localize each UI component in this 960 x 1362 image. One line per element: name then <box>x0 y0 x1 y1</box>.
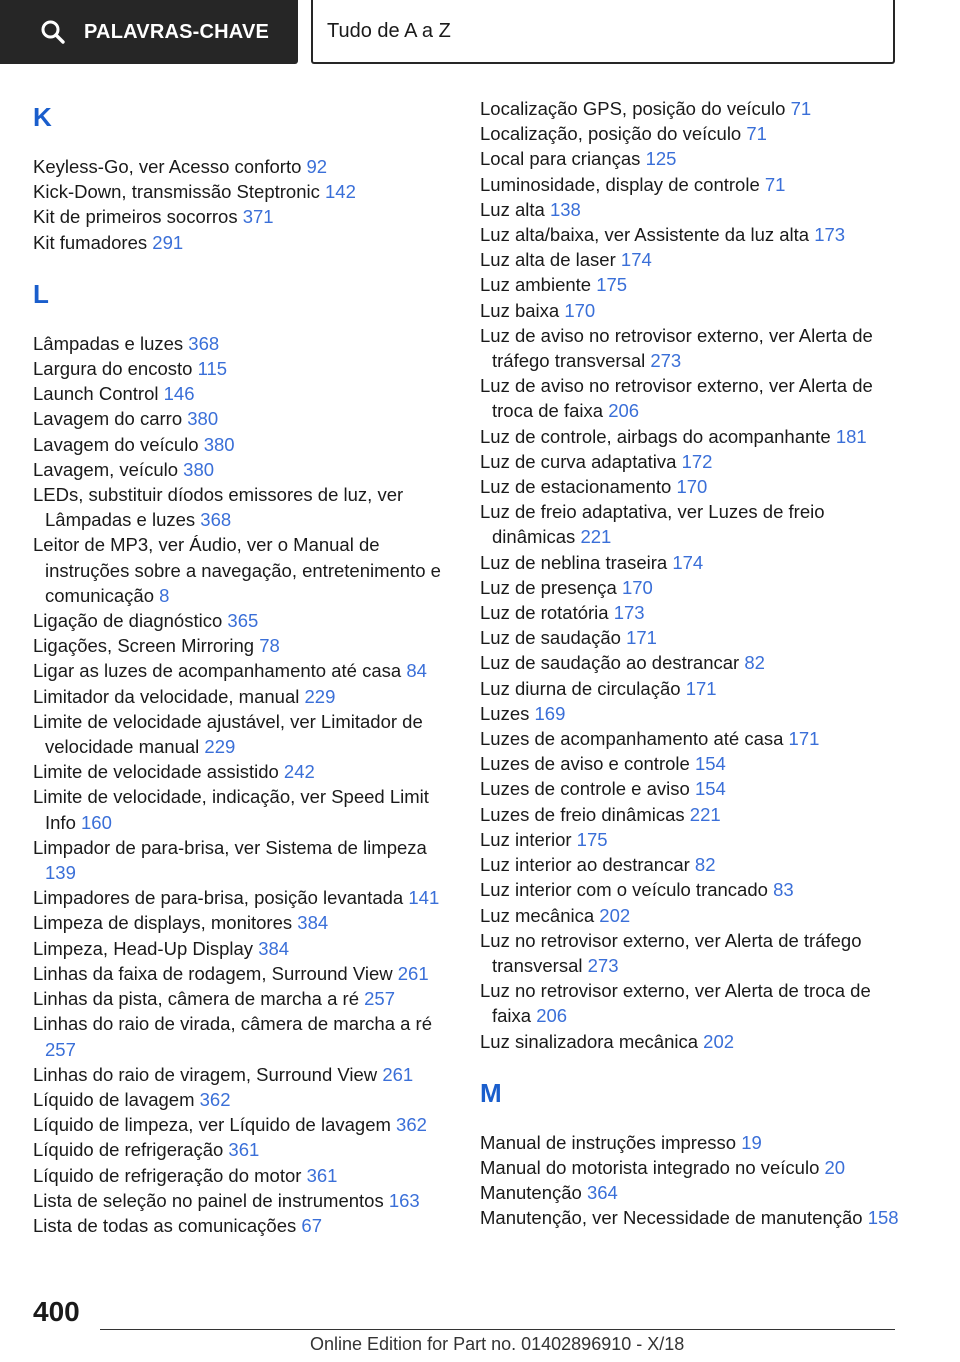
entry-text: Luzes <box>480 702 530 724</box>
page-reference-link[interactable]: 171 <box>788 728 820 750</box>
index-entry <box>33 936 453 961</box>
index-entry <box>480 323 900 373</box>
page-reference-link[interactable]: 171 <box>685 677 717 699</box>
index-entry <box>480 575 900 600</box>
page-reference-link[interactable]: 84 <box>406 660 427 682</box>
index-letter-heading: K <box>33 102 52 132</box>
page-reference-link[interactable]: 141 <box>408 887 440 909</box>
page-reference-link[interactable]: 82 <box>694 854 716 876</box>
page-reference-link[interactable]: 138 <box>549 198 581 220</box>
page-reference-link[interactable]: 125 <box>645 148 677 170</box>
entry-text: Leitor de MP3, ver Áudio, ver o Manual de instruções sobre a navegação, entretenimento e comunicação <box>33 534 441 606</box>
index-entry <box>33 1137 453 1162</box>
entry-text: Luzes de aviso e controle <box>480 753 690 775</box>
page-reference-link[interactable]: 173 <box>814 224 846 246</box>
page-reference-link[interactable]: 175 <box>596 274 628 296</box>
page-reference-link[interactable]: 142 <box>325 181 356 203</box>
entry-text: Lavagem, veículo <box>33 458 179 480</box>
index-entry <box>480 424 900 449</box>
page-reference-link[interactable]: 67 <box>301 1214 322 1236</box>
page-reference-link[interactable]: 221 <box>580 526 612 548</box>
keywords-tab[interactable] <box>0 0 298 64</box>
page-reference-link[interactable]: 139 <box>45 862 76 884</box>
page-reference-link[interactable]: 364 <box>586 1182 618 1204</box>
page-reference-link[interactable]: 257 <box>364 988 395 1010</box>
entry-text: Linhas do raio de virada, câmera de marcha a ré <box>33 1013 432 1035</box>
index-entry <box>33 154 453 179</box>
section-title: Tudo de A a Z <box>327 19 451 42</box>
entry-text: LEDs, substituir díodos emissores de luz, ver Lâmpadas e luzes <box>33 484 404 531</box>
entry-text: Luz no retrovisor externo, ver Alerta de tráfego transversal <box>480 929 862 976</box>
index-entry <box>480 600 900 625</box>
entry-text: Localização GPS, posição do veículo <box>480 98 786 119</box>
entry-text: Luminosidade, display de controle <box>480 173 760 195</box>
entry-text: Luz de rotatória <box>480 602 609 624</box>
entry-text: Líquido de lavagem <box>33 1088 195 1110</box>
index-entry <box>480 146 900 171</box>
page-reference-link[interactable]: 175 <box>576 828 608 850</box>
index-entry <box>480 197 900 222</box>
index-entry <box>480 1180 900 1205</box>
page-reference-link[interactable]: 174 <box>672 551 704 573</box>
index-entry <box>33 204 453 229</box>
index-entry <box>33 432 453 457</box>
entry-text: Limpador de para-brisa, ver Sistema de limpeza <box>33 836 427 858</box>
page-reference-link[interactable]: 206 <box>536 1005 568 1027</box>
index-entry <box>480 474 900 499</box>
index-entry <box>33 684 453 709</box>
page-reference-link[interactable]: 221 <box>689 803 721 825</box>
page-reference-link[interactable]: 229 <box>204 736 236 758</box>
index-entry <box>33 179 453 204</box>
page-reference-link[interactable]: 371 <box>242 206 274 228</box>
index-entry <box>33 482 453 532</box>
footer-edition-text: Online Edition for Part no. 01402896910 - X/18 <box>310 1334 685 1354</box>
page-reference-link[interactable]: 173 <box>613 602 645 624</box>
entry-text: Largura do encosto <box>33 358 193 380</box>
index-column-left <box>33 96 453 1238</box>
page-reference-link[interactable]: 368 <box>188 332 220 354</box>
index-letter-heading: L <box>33 278 49 309</box>
page-reference-link[interactable]: 83 <box>773 879 794 901</box>
page-reference-link[interactable]: 170 <box>564 299 596 321</box>
page-reference-link[interactable]: 71 <box>790 98 812 119</box>
entry-text: Luzes de controle e aviso <box>480 778 690 800</box>
entry-text: Limpeza de displays, monitores <box>33 912 293 934</box>
entry-text: Luz alta de laser <box>480 249 616 271</box>
index-entry <box>33 1011 453 1061</box>
entry-text: Líquido de limpeza, ver Líquido de lavagem <box>33 1114 391 1136</box>
index-entry <box>33 1163 453 1188</box>
page-reference-link[interactable]: 368 <box>200 509 232 531</box>
index-entry <box>33 532 453 608</box>
index-entry <box>33 658 453 683</box>
index-entry <box>33 759 453 784</box>
entry-text: Limite de velocidade ajustável, ver Limitador de velocidade manual <box>33 710 423 758</box>
entry-text: Luz diurna de circulação <box>480 677 681 699</box>
index-entry <box>33 1213 453 1238</box>
index-entry <box>480 903 900 928</box>
entry-text: Ligar as luzes de acompanhamento até casa <box>33 660 402 682</box>
index-entry <box>480 121 900 146</box>
page-reference-link[interactable]: 362 <box>396 1114 427 1136</box>
page-reference-link[interactable]: 291 <box>152 231 184 253</box>
entry-text: Limite de velocidade, indicação, ver Speed Limit Info <box>33 786 429 833</box>
index-entry <box>33 1188 453 1213</box>
index-entry <box>480 247 900 272</box>
page-reference-link[interactable]: 229 <box>304 685 336 707</box>
page-reference-link[interactable]: 384 <box>258 937 290 959</box>
page-reference-link[interactable]: 19 <box>741 1131 762 1153</box>
index-entry <box>33 910 453 935</box>
index-entry <box>480 827 900 852</box>
index-entry <box>33 835 453 885</box>
index-entry <box>33 885 453 910</box>
index-entry <box>480 751 900 776</box>
page-reference-link[interactable]: 160 <box>81 811 112 833</box>
entry-text: Luz de controle, airbags do acompanhante <box>480 425 831 447</box>
page-reference-link[interactable]: 380 <box>203 433 235 455</box>
page-reference-link[interactable]: 361 <box>306 1164 338 1186</box>
index-entry <box>33 356 453 381</box>
entry-text: Kit fumadores <box>33 231 148 253</box>
entry-text: Limpeza, Head-Up Display <box>33 937 254 959</box>
entry-text: Luz no retrovisor externo, ver Alerta de troca de faixa <box>480 980 871 1027</box>
index-entry <box>33 457 453 482</box>
page-reference-link[interactable]: 82 <box>744 652 765 674</box>
page-reference-link[interactable]: 8 <box>159 584 170 606</box>
index-entry <box>480 1205 900 1230</box>
page-reference-link[interactable]: 362 <box>199 1088 231 1110</box>
entry-text: Keyless-Go, ver Acesso conforto <box>33 156 302 177</box>
page-reference-link[interactable]: 171 <box>626 627 657 649</box>
keywords-label: PALAVRAS-CHAVE <box>84 20 270 43</box>
index-entry <box>480 650 900 675</box>
page-reference-link[interactable]: 71 <box>764 173 786 195</box>
entry-text: Lista de todas as comunicações <box>33 1214 297 1236</box>
entry-text: Manutenção <box>480 1182 582 1204</box>
index-entry <box>480 776 900 801</box>
entry-text: Manual de instruções impresso <box>480 1131 737 1153</box>
page-reference-link[interactable]: 170 <box>676 476 708 498</box>
entry-text: Manutenção, ver Necessidade de manutenção <box>480 1207 863 1229</box>
page-reference-link[interactable]: 202 <box>703 1030 735 1052</box>
page-reference-link[interactable]: 365 <box>227 610 259 632</box>
page-reference-link[interactable]: 242 <box>283 761 315 783</box>
entry-text: Lavagem do carro <box>33 408 183 430</box>
index-entry <box>33 633 453 658</box>
index-entry <box>33 1062 453 1087</box>
entry-text: Luzes de freio dinâmicas <box>480 803 685 825</box>
index-entry <box>480 802 900 827</box>
top-bar <box>0 0 960 66</box>
entry-text: Manual do motorista integrado no veículo <box>480 1156 820 1178</box>
entry-text: Luz de saudação <box>480 627 621 649</box>
entry-text: Luz de curva adaptativa <box>480 450 677 472</box>
page-reference-link[interactable]: 261 <box>397 962 429 984</box>
page-reference-link[interactable]: 181 <box>835 425 867 447</box>
entry-text: Limite de velocidade assistido <box>33 761 279 783</box>
index-entry <box>480 877 900 902</box>
entry-text: Kick-Down, transmissão Steptronic <box>33 181 320 203</box>
index-letter-heading: M <box>480 1077 502 1108</box>
index-entry <box>480 550 900 575</box>
index-entry <box>33 784 453 834</box>
entry-text: Luz alta <box>480 198 545 220</box>
entry-text: Luz de freio adaptativa, ver Luzes de freio dinâmicas <box>480 501 825 548</box>
page-reference-link[interactable]: 154 <box>694 778 726 800</box>
index-entry <box>480 726 900 751</box>
page-reference-link[interactable]: 92 <box>306 156 328 177</box>
index-entry <box>33 961 453 986</box>
entry-text: Luz mecânica <box>480 904 595 926</box>
entry-text: Luz de neblina traseira <box>480 551 668 573</box>
entry-text: Luz interior ao destrancar <box>480 854 690 876</box>
page-reference-link[interactable]: 172 <box>681 450 713 472</box>
entry-text: Lista de seleção no painel de instrumentos <box>33 1189 384 1211</box>
index-entry <box>33 230 453 255</box>
entry-text: Luz de estacionamento <box>480 476 672 498</box>
index-entry <box>33 331 453 356</box>
entry-text: Localização, posição do veículo <box>480 123 742 145</box>
entry-text: Líquido de refrigeração do motor <box>33 1164 302 1186</box>
index-entry <box>33 406 453 431</box>
index-entry <box>33 608 453 633</box>
entry-text: Luz de aviso no retrovisor externo, ver Alerta de tráfego transversal <box>480 324 873 372</box>
index-entry <box>33 1087 453 1112</box>
index-entry <box>33 709 453 759</box>
entry-text: Luz de saudação ao destrancar <box>480 652 740 674</box>
entry-text: Luz sinalizadora mecânica <box>480 1030 699 1052</box>
entry-text: Linhas da pista, câmera de marcha a ré <box>33 988 359 1010</box>
index-entry <box>33 381 453 406</box>
page-reference-link[interactable]: 78 <box>259 635 280 657</box>
page-reference-link[interactable]: 206 <box>608 400 640 422</box>
entry-text: Linhas do raio de viragem, Surround View <box>33 1063 378 1085</box>
entry-text: Ligações, Screen Mirroring <box>33 635 255 657</box>
index-entry <box>480 499 900 549</box>
index-entry <box>480 96 900 121</box>
index-entry <box>480 1155 900 1180</box>
page-reference-link[interactable]: 20 <box>824 1156 846 1178</box>
index-entry <box>480 373 900 423</box>
index-entry <box>33 986 453 1011</box>
index-entry <box>480 928 900 978</box>
search-icon <box>40 19 66 45</box>
entry-text: Launch Control <box>33 383 159 405</box>
entry-text: Luz de aviso no retrovisor externo, ver Alerta de troca de faixa <box>480 375 873 422</box>
entry-text: Luz alta/baixa, ver Assistente da luz alta <box>480 224 810 246</box>
index-column-right <box>480 96 900 1231</box>
index-entry <box>480 298 900 323</box>
index-entry <box>480 222 900 247</box>
index-entry <box>480 676 900 701</box>
page-reference-link[interactable]: 71 <box>746 123 767 145</box>
entry-text: Lavagem do veículo <box>33 433 199 455</box>
page-reference-link[interactable]: 154 <box>694 753 726 775</box>
entry-text: Lâmpadas e luzes <box>33 332 184 354</box>
page-reference-link[interactable]: 163 <box>388 1189 420 1211</box>
entry-text: Luz de presença <box>480 576 617 598</box>
entry-text: Luz interior com o veículo trancado <box>480 879 768 901</box>
page-reference-link[interactable]: 202 <box>599 904 631 926</box>
index-entry <box>33 1112 453 1137</box>
page-reference-link[interactable]: 273 <box>587 954 619 976</box>
entry-text: Limitador da velocidade, manual <box>33 685 300 707</box>
page-reference-link[interactable]: 158 <box>867 1207 899 1229</box>
footer-divider <box>100 1329 895 1330</box>
entry-text: Linhas da faixa de rodagem, Surround View <box>33 962 393 984</box>
index-entry <box>480 852 900 877</box>
page-reference-link[interactable]: 170 <box>621 576 653 598</box>
page-reference-link[interactable]: 273 <box>650 350 682 372</box>
entry-text: Líquido de refrigeração <box>33 1139 224 1161</box>
page-reference-link[interactable]: 257 <box>45 1038 76 1060</box>
entry-text: Luz baixa <box>480 299 560 321</box>
page-reference-link[interactable]: 380 <box>183 458 215 480</box>
entry-text: Limpadores de para-brisa, posição levantada <box>33 887 404 909</box>
index-entry <box>480 272 900 297</box>
entry-text: Kit de primeiros socorros <box>33 206 238 228</box>
page-reference-link[interactable]: 146 <box>163 383 195 405</box>
page-reference-link[interactable]: 380 <box>187 408 219 430</box>
page-reference-link[interactable]: 261 <box>382 1063 414 1085</box>
entry-text: Luzes de acompanhamento até casa <box>480 728 784 750</box>
entry-text: Ligação de diagnóstico <box>33 610 223 632</box>
page-reference-link[interactable]: 115 <box>197 358 228 380</box>
entry-text: Local para crianças <box>480 148 641 170</box>
index-entry <box>480 449 900 474</box>
entry-text: Luz ambiente <box>480 274 592 296</box>
page-reference-link[interactable]: 361 <box>228 1139 260 1161</box>
index-entry <box>480 978 900 1028</box>
index-entry <box>480 701 900 726</box>
page-number: 400 <box>33 1296 80 1327</box>
page-reference-link[interactable]: 174 <box>620 249 652 271</box>
page-reference-link[interactable]: 169 <box>534 702 566 724</box>
index-entry <box>480 1029 900 1054</box>
section-title-tab <box>311 0 895 64</box>
index-entry <box>480 172 900 197</box>
index-entry <box>480 625 900 650</box>
page-reference-link[interactable]: 384 <box>297 912 329 934</box>
entry-text: Luz interior <box>480 828 572 850</box>
index-entry <box>480 1130 900 1155</box>
